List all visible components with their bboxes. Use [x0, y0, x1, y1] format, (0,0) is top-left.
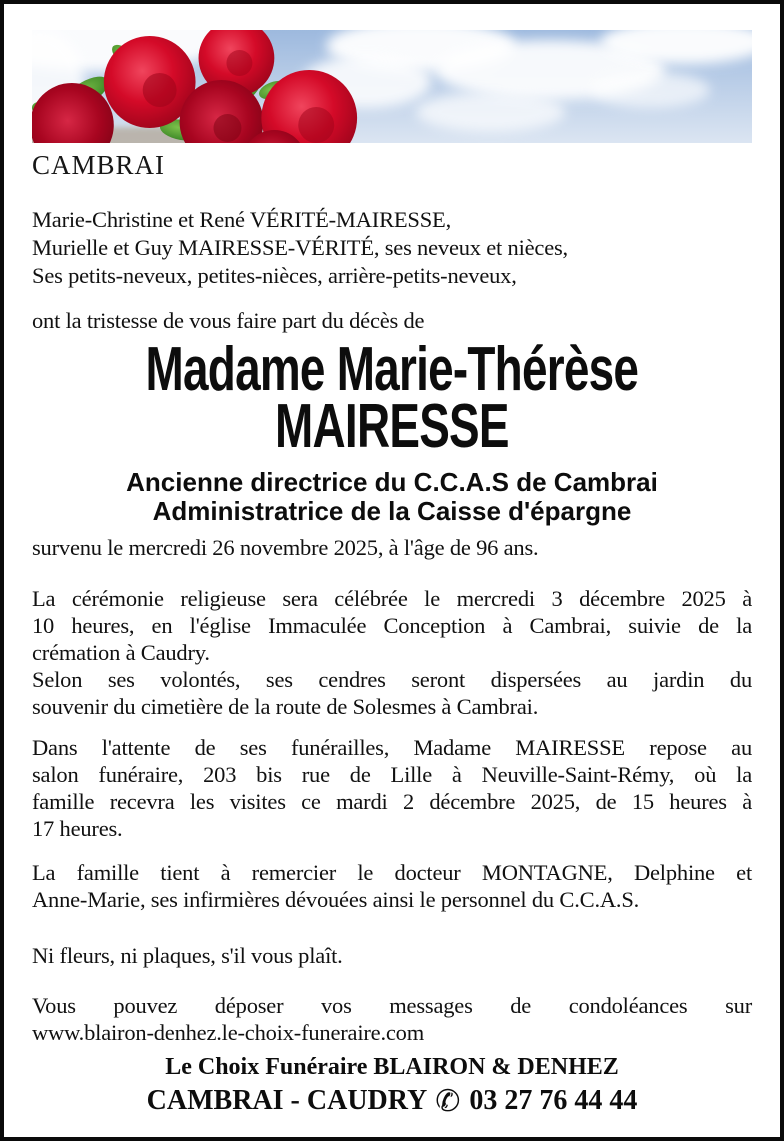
visitation-line: 17 heures. [32, 816, 123, 841]
deceased-name-line2: MAIRESSE [275, 392, 509, 461]
condolences-website: www.blairon-denhez.le-choix-funeraire.com [32, 1020, 425, 1045]
no-flowers-line: Ni fleurs, ni plaques, s'il vous plaît. [32, 943, 343, 968]
condolences-line: Vous pouvez déposer vos messages de condoléances sur [32, 993, 752, 1018]
header-image [32, 30, 752, 143]
role-line: Administratrice de la Caisse d'épargne [152, 496, 632, 526]
family-line: Murielle et Guy MAIRESSE-VÉRITÉ, ses neveux et nièces, [32, 235, 568, 260]
visitation-paragraph [32, 734, 752, 842]
deceased-name [32, 335, 752, 461]
family-line: Ses petits-neveux, petites-nièces, arrière-petits-neveux, [32, 263, 517, 288]
visitation-line: famille recevra les visites ce mardi 2 décembre 2025, de 15 heures à [32, 789, 752, 814]
thanks-line: La famille tient à remercier le docteur MONTAGNE, Delphine et [32, 860, 752, 885]
ceremony-paragraph [32, 585, 752, 720]
deceased-name-line1: Madame Marie-Thérèse [145, 335, 639, 404]
ceremony-line: Selon ses volontés, ses cendres seront dispersées au jardin du [32, 667, 752, 692]
location-label: CAMBRAI [32, 150, 166, 180]
roses-sky-graphic [32, 30, 752, 143]
ceremony-line: souvenir du cimetière de la route de Solesmes à Cambrai. [32, 694, 539, 719]
deceased-roles [32, 468, 752, 526]
visitation-line: Dans l'attente de ses funérailles, Madame MAIRESSE repose au [32, 735, 752, 760]
ceremony-line: crémation à Caudry. [32, 640, 210, 665]
condolences-paragraph [32, 992, 752, 1046]
death-date-line: survenu le mercredi 26 novembre 2025, à l'âge de 96 ans. [32, 535, 539, 560]
thanks-paragraph [32, 859, 752, 913]
funeral-home-cities: CAMBRAI - CAUDRY [146, 1085, 427, 1116]
announcement-line: ont la tristesse de vous faire part du décès de [32, 308, 425, 333]
ceremony-line: 10 heures, en l'église Immaculée Conception à Cambrai, suivie de la [32, 613, 752, 638]
ceremony-line: La cérémonie religieuse sera célébrée le mercredi 3 décembre 2025 à [32, 586, 752, 611]
thanks-line: Anne-Marie, ses infirmières dévouées ainsi le personnel du C.C.A.S. [32, 887, 640, 912]
role-line: Ancienne directrice du C.C.A.S de Cambrai [126, 467, 658, 497]
funeral-home-contact [32, 1084, 752, 1119]
funeral-home-phone: 03 27 76 44 44 [469, 1085, 638, 1116]
family-line: Marie-Christine et René VÉRITÉ-MAIRESSE, [32, 207, 452, 232]
phone-icon: ✆ [435, 1085, 461, 1118]
funeral-home-name: Le Choix Funéraire BLAIRON & DENHEZ [165, 1054, 619, 1080]
family-paragraph [32, 206, 752, 290]
visitation-line: salon funéraire, 203 bis rue de Lille à Neuville-Saint-Rémy, où la [32, 762, 752, 787]
